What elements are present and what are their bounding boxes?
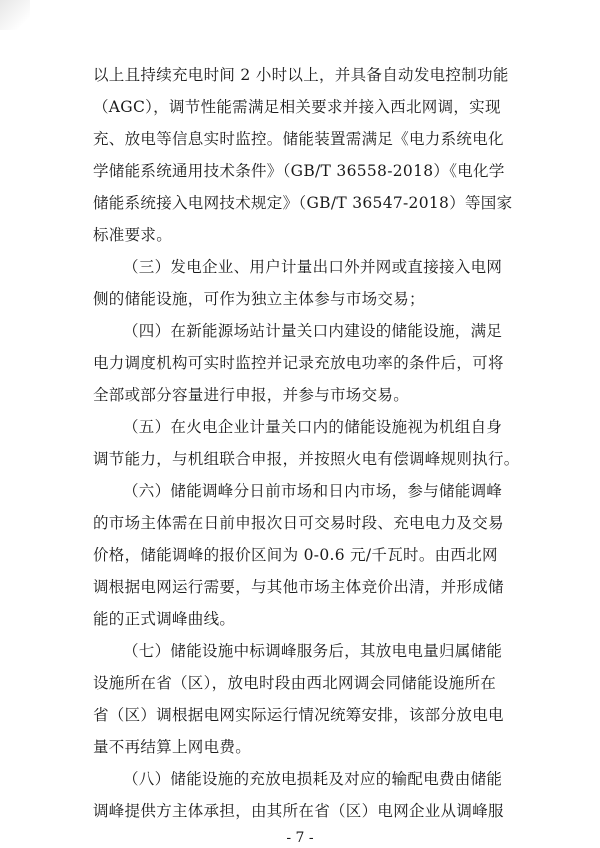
text-line: 调根据电网运行需要，与其他市场主体竞价出清，并形成储 xyxy=(93,578,504,596)
paragraph-start-line: （八）储能设施的充放电损耗及对应的输配电费由储能 xyxy=(123,770,503,788)
text-line: 调峰提供方主体承担，由其所在省（区）电网企业从调峰服 xyxy=(93,802,504,820)
text-line: 设施所在省（区），放电时段由西北网调会同储能设施所在 xyxy=(93,674,497,692)
paragraph-start-line: （三）发电企业、用户计量出口外并网或直接接入电网 xyxy=(123,258,503,276)
scan-corner-mark xyxy=(0,0,30,30)
text-line: 标准要求。 xyxy=(93,226,173,244)
text-line: 储能系统接入电网技术规定》（GB/T 36547-2018）等国家 xyxy=(93,194,513,212)
text-line: 的市场主体需在日前申报次日可交易时段、充电电力及交易 xyxy=(93,514,504,532)
text-line: 量不再结算上网电费。 xyxy=(93,738,252,756)
text-line: 充、放电等信息实时监控。储能装置需满足《电力系统电化 xyxy=(93,130,504,148)
text-line: 价格，储能调峰的报价区间为 0-0.6 元/千瓦时。由西北网 xyxy=(93,546,498,564)
paragraph-start-line: （五）在火电企业计量关口内的储能设施视为机组自身 xyxy=(123,418,503,436)
text-line: 电力调度机构可实时监控并记录充放电功率的条件后，可将 xyxy=(93,354,504,372)
text-line: 能的正式调峰曲线。 xyxy=(93,610,236,628)
text-line: 学储能系统通用技术条件》（GB/T 36558-2018）《电化学 xyxy=(93,162,505,180)
text-line: 以上且持续充电时间 2 小时以上，并具备自动发电控制功能 xyxy=(93,66,509,84)
paragraph-start-line: （七）储能设施中标调峰服务后，其放电电量归属储能 xyxy=(123,642,503,660)
text-line: 调节能力，与机组联合申报，并按照火电有偿调峰规则执行。 xyxy=(93,450,520,468)
text-line: （AGC），调节性能需满足相关要求并接入西北网调，实现 xyxy=(93,98,501,116)
text-line: 省（区）调根据电网实际运行情况统筹安排，该部分放电电 xyxy=(93,706,504,724)
paragraph-start-line: （四）在新能源场站计量关口内建设的储能设施，满足 xyxy=(123,322,503,340)
text-line: 全部或部分容量进行申报，并参与市场交易。 xyxy=(93,386,410,404)
text-line: 侧的储能设施，可作为独立主体参与市场交易； xyxy=(93,290,425,308)
page-number: - 7 - xyxy=(286,830,314,846)
paragraph-start-line: （六）储能调峰分日前市场和日内市场，参与储能调峰 xyxy=(123,482,503,500)
